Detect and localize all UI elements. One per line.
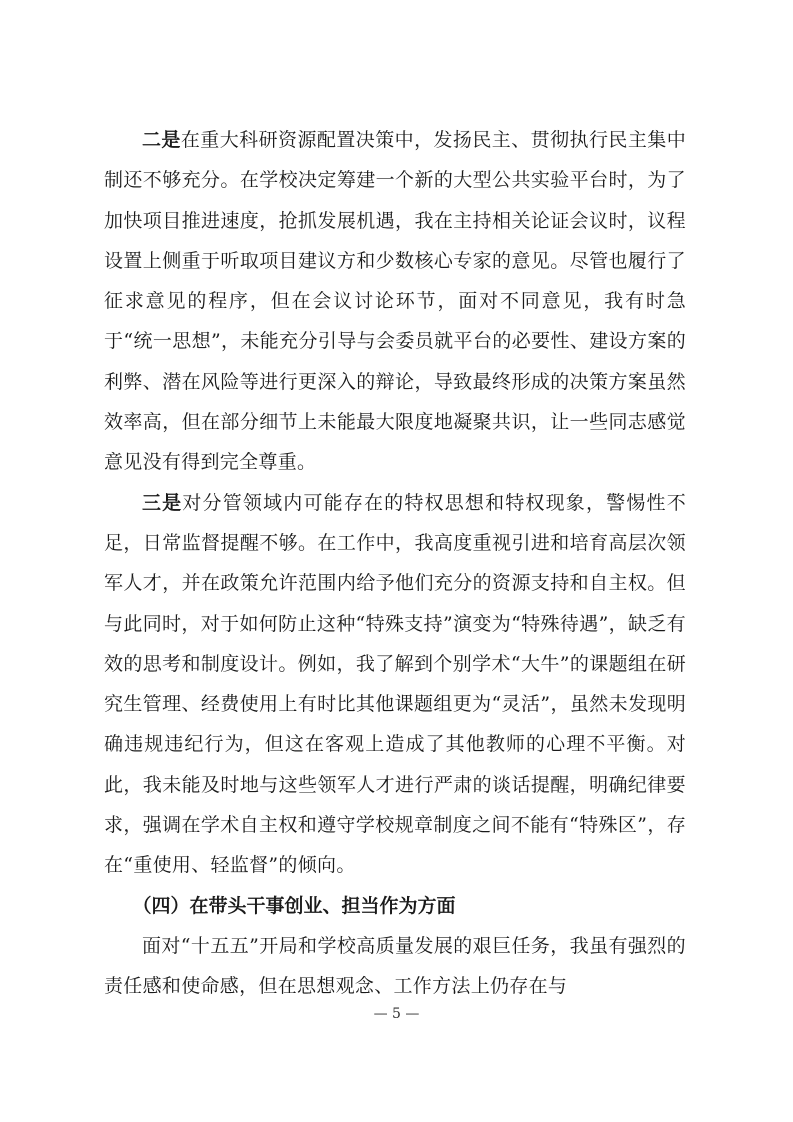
paragraph-lead: 三是: [142, 491, 183, 514]
paragraph-lead: 二是: [142, 129, 181, 151]
document-body: [104, 120, 686, 1007]
paragraph-point-two: [104, 120, 686, 483]
paragraph-text: 对分管领域内可能存在的特权思想和特权现象，警惕性不足，日常监督提醒不够。在工作中，我高度重视引进和培育高层次领军人才，并在政策允许范围内给予他们充分的资源支持和自主权。但与此同时，对于如何防止这种“特殊支持”演变为“特殊待遇”，缺乏有效的思考和制度设计。例如，我了解到个别学术“大牛”的课题组在研究生管理、经费使用上有时比其他课题组更为“灵活”，虽然未发现明确违规违纪行为，但这在客观上造成了其他教师的心理不平衡。对此，我未能及时地与这些领军人才进行严肃的谈话提醒，明确纪律要求，强调在学术自主权和遵守学校规章制度之间不能有“特殊区”，存在“重使用、轻监督”的倾向。: [104, 491, 686, 877]
paragraph-point-three: [104, 483, 686, 886]
section-heading: （四）在带头干事创业、担当作为方面: [132, 894, 456, 917]
page-number: — 5 —: [373, 1006, 420, 1022]
paragraph-final: 面对“十五五”开局和学校高质量发展的艰巨任务，我虽有强烈的责任感和使命感，但在思想观念、工作方法上仍存在与: [104, 934, 686, 998]
paragraph-text: 在重大科研资源配置决策中，发扬民主、贯彻执行民主集中制还不够充分。在学校决定筹建一个新的大型公共实验平台时，为了加快项目推进速度，抢抓发展机遇，我在主持相关论证会议时，议程设置上侧重于听取项目建议方和少数核心专家的意见。尽管也履行了征求意见的程序，但在会议讨论环节，面对不同意见，我有时急于“统一思想”，未能充分引导与会委员就平台的必要性、建设方案的利弊、潜在风险等进行更深入的辩论，导致最终形成的决策方案虽然效率高，但在部分细节上未能最大限度地凝聚共识，让一些同志感觉意见没有得到完全尊重。: [104, 129, 686, 474]
